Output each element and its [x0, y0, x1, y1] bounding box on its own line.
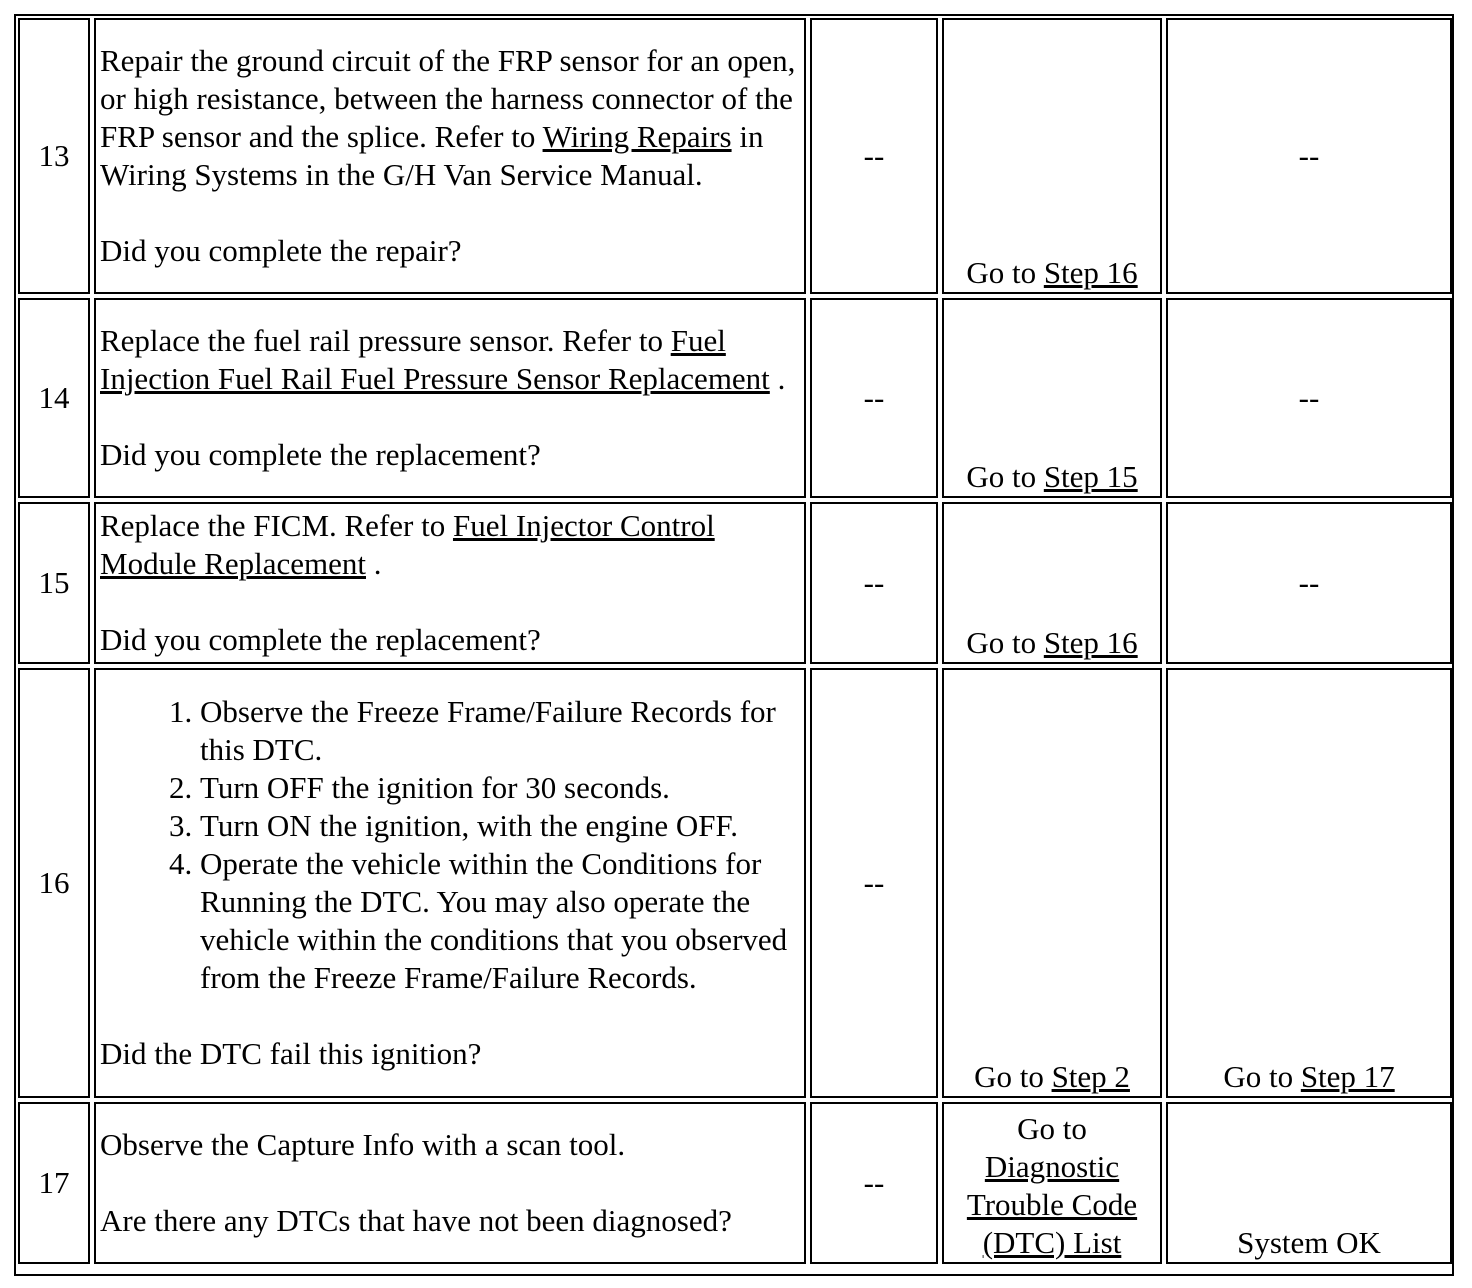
- action-cell: [94, 18, 806, 294]
- action-text: Replace the fuel rail pressure sensor. Refer to: [100, 323, 671, 358]
- procedure-list: [100, 693, 800, 997]
- action-text: .: [366, 546, 382, 581]
- diagnostic-table: [14, 14, 1456, 1268]
- yes-cell: [942, 18, 1162, 294]
- no-prefix: Go to: [1223, 1059, 1301, 1094]
- table-row: [18, 668, 1452, 1098]
- fuel-rail-sensor-replacement-link[interactable]: Fuel Injection Fuel Rail Fuel Pressure Sensor Replacement: [100, 323, 770, 396]
- value-cell: --: [810, 298, 938, 498]
- table-row: [18, 18, 1452, 294]
- wiring-repairs-link[interactable]: Wiring Repairs: [542, 119, 732, 154]
- action-cell: [94, 668, 806, 1098]
- yes-cell: [942, 298, 1162, 498]
- value-cell: --: [810, 668, 938, 1098]
- yes-cell: [942, 1102, 1162, 1264]
- question-text: Did the DTC fail this ignition?: [100, 1036, 482, 1071]
- step-15-link[interactable]: Step 15: [1043, 459, 1138, 494]
- no-cell: --: [1166, 298, 1452, 498]
- value-cell: --: [810, 1102, 938, 1264]
- list-item: 1. Observe the Freeze Frame/Failure Records for this DTC.: [200, 693, 800, 769]
- no-cell: --: [1166, 502, 1452, 664]
- no-cell: [1166, 668, 1452, 1098]
- question-text: Did you complete the repair?: [100, 233, 462, 268]
- action-text: .: [769, 361, 786, 396]
- yes-cell: [942, 668, 1162, 1098]
- step-17-link[interactable]: Step 17: [1300, 1059, 1395, 1094]
- table-row: [18, 502, 1452, 664]
- step-number: 14: [18, 298, 90, 498]
- value-cell: --: [810, 18, 938, 294]
- step-number: 13: [18, 18, 90, 294]
- yes-prefix: Go to: [974, 1059, 1052, 1094]
- step-2-link[interactable]: Step 2: [1051, 1059, 1130, 1094]
- list-item: 4. Operate the vehicle within the Conditions for Running the DTC. You may also operate the vehicle within the conditions that you observed from the Freeze Frame/Failure Records.: [200, 845, 800, 997]
- question-text: Are there any DTCs that have not been diagnosed?: [100, 1203, 732, 1238]
- action-text: Replace the FICM. Refer to: [100, 508, 453, 543]
- dtc-list-link[interactable]: Diagnostic Trouble Code (DTC) List: [966, 1149, 1138, 1260]
- list-item: 2. Turn OFF the ignition for 30 seconds.: [200, 769, 800, 807]
- step-number: 16: [18, 668, 90, 1098]
- step-16-link[interactable]: Step 16: [1043, 255, 1138, 290]
- action-cell: [94, 502, 806, 664]
- step-number: 17: [18, 1102, 90, 1264]
- action-text: Observe the Capture Info with a scan tool.: [100, 1127, 626, 1162]
- no-cell: System OK: [1166, 1102, 1452, 1264]
- action-cell: [94, 1102, 806, 1264]
- step-16-link[interactable]: Step 16: [1043, 625, 1138, 660]
- question-text: Did you complete the replacement?: [100, 437, 541, 472]
- action-text: Repair the ground circuit of the FRP sensor for an open, or high resistance, between the harness connector of the FRP sensor and the splice. Refer to: [100, 43, 796, 154]
- action-text: in Wiring Systems in the G/H Van Service Manual.: [100, 119, 764, 192]
- yes-prefix: Go to: [966, 459, 1044, 494]
- yes-prefix: Go to: [1017, 1111, 1087, 1146]
- yes-prefix: Go to: [966, 625, 1044, 660]
- no-cell: --: [1166, 18, 1452, 294]
- action-cell: [94, 298, 806, 498]
- table-row: [18, 1102, 1452, 1264]
- step-number: 15: [18, 502, 90, 664]
- value-cell: --: [810, 502, 938, 664]
- yes-prefix: Go to: [966, 255, 1044, 290]
- question-text: Did you complete the replacement?: [100, 622, 541, 657]
- table-row: [18, 298, 1452, 498]
- list-item: 3. Turn ON the ignition, with the engine OFF.: [200, 807, 800, 845]
- ficm-replacement-link[interactable]: Fuel Injector Control Module Replacement: [100, 508, 715, 581]
- yes-cell: [942, 502, 1162, 664]
